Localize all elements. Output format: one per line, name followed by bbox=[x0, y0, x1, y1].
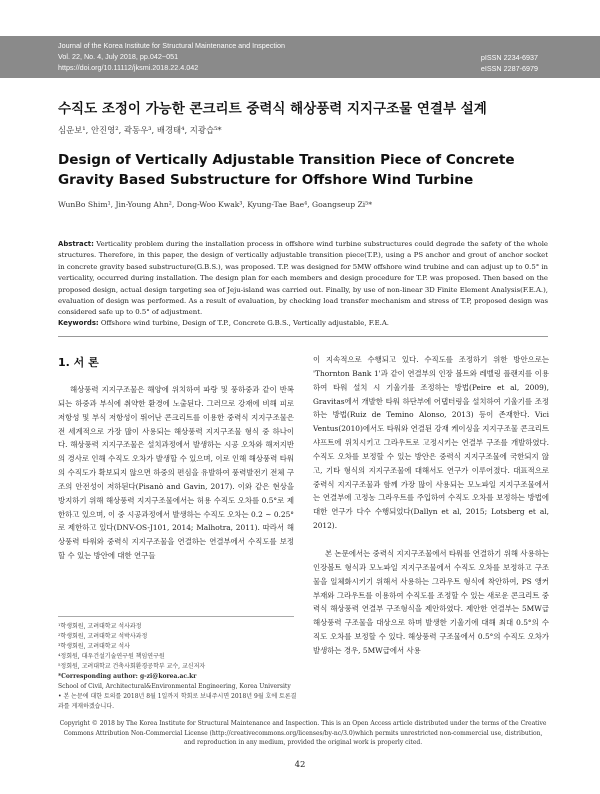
keywords-text: Offshore wind turbine, Design of T.P., Concrete G.B.S., Vertically adjustable, F.E.A. bbox=[100, 319, 389, 327]
keywords bbox=[58, 319, 548, 327]
right-paragraph-1: 이 지속적으로 수행되고 있다. 수직도를 조정하기 위한 방안으로는 'Thornton Bank 1'과 같이 연결부의 인장 볼트와 레벨링 플랜지를 이용하여 타워 설치 시 기울기를 조정하는 방법(Peire et al, 2009), Gravitas에서 개발한 타워 하단부에 어댑터링을 설치하여 기울기를 조정하는 방법(Ruiz de Temino Alonso, 2013) 등이 존재한다. Vici Ventus(2010)에서도 타워와 연결된 강재 케이싱을 지지구조물 콘크리트 샤프트에 위치시키고 그라우트로 고정시키는 연결부 구조를 개발하였다. 수직도 오차를 보정할 수 있는 방안은 중력식 지지구조물에 국한되지 않고, 기타 형식의 지지구조물에 대해서도 연구가 이루어졌다. 대표적으로 중력식 지지구조물과 함께 가장 많이 사용되는 모노파일 지지구조물에서는 연결부에 고정농 그라우트를 주입하여 수직도 오차를 보정하는 방법에 대한 연구가 다수 수행되었다(Dallyn et al, 2015; Lotsberg et al, 2012). bbox=[313, 355, 549, 531]
footnotes bbox=[58, 622, 298, 712]
footnote: ⁴정회원, 대우건설기술연구원 책임연구원 bbox=[58, 653, 165, 660]
footnote-divider bbox=[58, 616, 294, 617]
left-column-body: 해상풍력 지지구조물은 해양에 위치하여 파랑 및 풍하중과 같이 반복되는 하중과 부식에 취약한 환경에 노출된다. 그러므로 강재에 비해 피로 저항성 및 부식 저항성이 뛰어난 콘크리트를 이용한 중력식 지지구조물은 전 세계적으로 가장 많이 사용되는 해상풍력 지지구조물 형식 중 하나이다. 해상풍력 지지구조물은 설치과정에서 발생하는 시공 오차와 해저지반의 경사로 인해 수직도 오차가 발생할 수 있으며, 이로 인해 해상풍력 타워의 수직도가 확보되지 않으면 하중의 편심을 유발하여 풍력발전기 전체 구조의 안전성이 저하된다(Pisanò and Gavin, 2017). 이와 같은 현상을 방지하기 위해 해상풍력 지지구조물에서는 허용 수직도 오차를 0.5°로 제한하고 있으며, 이 중 시공과정에서 발생하는 수직도 오차는 0.2 ~ 0.25°로 제한하고 있다(DNV-OS-J101, 2014; Malhotra, 2011). 따라서 해상풍력 타워와 중력식 지지구조물을 연결하는 연결부에서 수직도를 보정할 수 있는 방안에 대한 연구들 bbox=[58, 385, 294, 561]
discussion-note: • 본 논문에 대한 토의를 2018년 8월 1일까지 학회로 보내주시면 2018년 9월 호에 토론결과를 게재하겠습니다. bbox=[58, 693, 297, 710]
section-divider bbox=[58, 336, 548, 337]
right-column-body bbox=[313, 353, 549, 658]
abstract bbox=[58, 239, 548, 319]
korean-title: 수직도 조정이 가능한 콘크리트 중력식 해상풍력 지지구조물 연결부 설계 bbox=[58, 101, 487, 117]
section-heading: 1. 서 론 bbox=[58, 356, 99, 369]
eissn: eISSN 2287-6979 bbox=[480, 64, 538, 73]
korean-authors: 심운보¹, 안진영², 곽동우³, 배경태⁴, 지광습⁵* bbox=[58, 125, 222, 135]
footnote: ⁵정회원, 고려대학교 건축사회환경공학부 교수, 교신저자 bbox=[58, 663, 206, 670]
keywords-label: Keywords: bbox=[58, 319, 99, 327]
english-title: Design of Vertically Adjustable Transition Piece of Concrete Gravity Based Substructure for Offshore Wind Turbine bbox=[58, 152, 515, 188]
right-paragraph-2: 본 논문에서는 중력식 지지구조물에서 타워를 연결하기 위해 사용하는 인장볼트 형식과 모노파일 지지구조물에서 수직도 오차를 보정하고 구조물을 일체화시키기 위해서 사용하는 그라우트 형식에 착안하여, PS 앵커 부재와 그라우트를 이용하여 수직도를 조정할 수 있는 새로운 콘크리트 중력식 해상풍력 연결부 구조형식을 제안하였다. 제안한 연결부는 5MW급 해상풍력 구조물을 대상으로 하며 발생한 기울기에 대해 최대 0.5°의 수직도 오차를 보정할 수 있다. 해상풍력 구조물에서 0.5°의 수직도 오차가 발생하는 경우, 5MW급에서 사용 bbox=[313, 548, 549, 655]
copyright-notice: Copyright © 2018 by The Korea Institute for Structural Maintenance and Inspection. This is an Open Access article distributed under the terms of the Creative Commons Attribution Non-Commercial License (http://creativecommons.org/licenses/by-nc/3.0)which permits unrestricted non-commercial use, distribution, and reproduction in any medium, provided the original work is properly cited. bbox=[59, 720, 547, 746]
corresponding-author: *Corresponding author: g-zi@korea.ac.kr bbox=[58, 673, 197, 680]
abstract-label: Abstract: bbox=[58, 240, 94, 248]
volume-line: Vol. 22, No. 4, July 2018, pp.042~051 bbox=[58, 52, 179, 61]
footnote: ³학생회원, 고려대학교 석사 bbox=[58, 643, 130, 650]
footnote: ¹학생회원, 고려대학교 석사과정 bbox=[58, 623, 142, 630]
affiliation: School of Civil, Architectural&Environmental Engineering, Korea University bbox=[58, 683, 291, 690]
issn-info bbox=[481, 52, 538, 74]
journal-header-info bbox=[58, 40, 285, 73]
doi-link[interactable]: https://doi.org/10.11112/jksmi.2018.22.4.042 bbox=[58, 63, 199, 72]
english-authors: WunBo Shim¹, Jin-Young Ahn², Dong-Woo Kwak³, Kyung-Tae Bae⁴, Goangseup Zi⁵* bbox=[58, 200, 373, 209]
abstract-text: Verticality problem during the installation process in offshore wind turbine substructures could degrade the safety of the whole structures. Therefore, in this paper, the design of vertically adjustable transition piece(T.P.), using a PS anchor and grout of anchor socket in concrete gravity based substructure(G.B.S.), was proposed. T.P. was designed for 5MW offshore wind trubine and can adjust up to 0.5° in verticality, occurred during installation. The design plan for each members and design procedure for T.P. was proposed. Then based on the proposed design, actual design targeting sea of Jeju-island was carried out. Finally, by use of non-linear 3D Finite Element Analysis(F.E.A.), evaluation of design was performed. As a result of evaluation, by checking load transfer mechanism and stress of T.P, proposed design was considered safe up to 0.5° of adjustment. bbox=[58, 240, 548, 317]
pissn: pISSN 2234-6937 bbox=[480, 53, 538, 62]
journal-name: Journal of the Korea Institute for Structural Maintenance and Inspection bbox=[58, 41, 285, 50]
footnote: ²학생회원, 고려대학교 석박사과정 bbox=[58, 633, 148, 640]
page-number: 42 bbox=[294, 760, 306, 770]
